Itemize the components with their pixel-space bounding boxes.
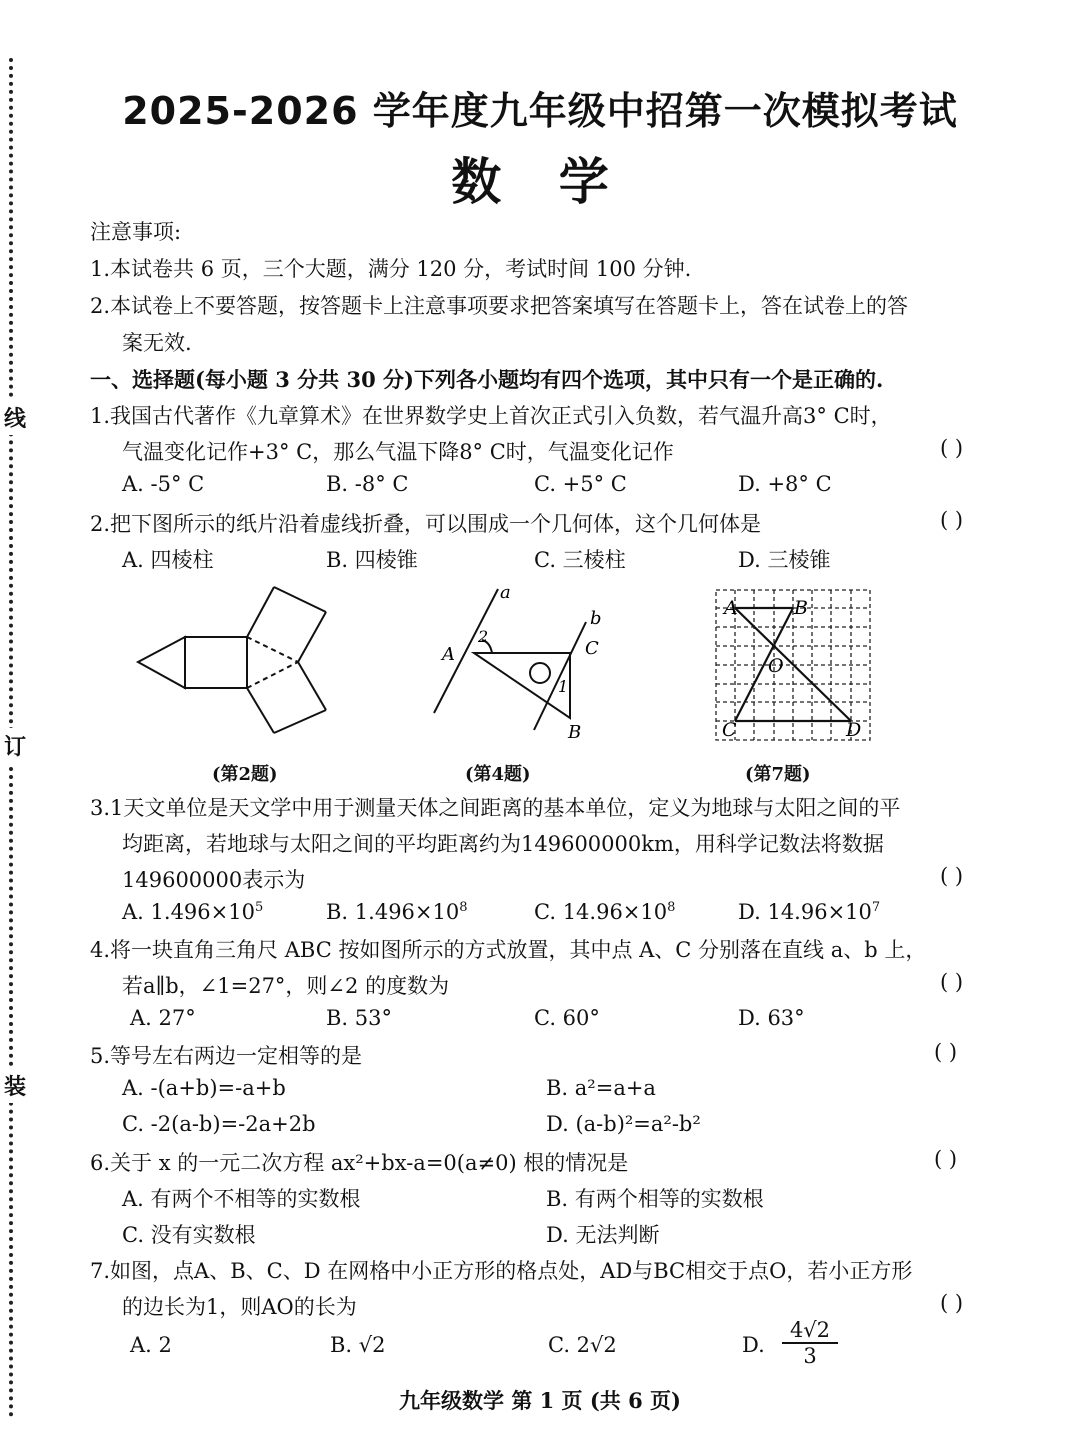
q1-option-d: D. +8° C bbox=[738, 472, 832, 496]
section-1-heading: 一、选择题(每小题 3 分共 30 分)下列各小题均有四个选项，其中只有一个是正确的. bbox=[90, 367, 884, 392]
fig4-angle-2: 2 bbox=[478, 627, 489, 646]
notice-heading: 注意事项: bbox=[90, 220, 182, 244]
side-label-order: 订 bbox=[4, 728, 26, 763]
q3-line2: 均距离，若地球与太阳之间的平均距离约为149600000km，用科学记数法将数据 bbox=[122, 832, 884, 856]
q5-option-d: D. (a-b)²=a²-b² bbox=[546, 1112, 701, 1136]
q6-line1: 6.关于 x 的一元二次方程 ax²+bx-a=0(a≠0) 根的情况是 bbox=[90, 1151, 629, 1175]
q7-option-a: A. 2 bbox=[130, 1333, 172, 1357]
notice-item-2: 2.本试卷上不要答题，按答题卡上注意事项要求把答案填写在答题卡上，答在试卷上的答 bbox=[90, 294, 909, 318]
fig4-label-a: a bbox=[500, 582, 511, 603]
q3-answer-paren: ( ) bbox=[940, 864, 964, 888]
figure-q7-grid bbox=[712, 586, 876, 746]
q6-option-b: B. 有两个相等的实数根 bbox=[546, 1187, 764, 1211]
q5-option-a: A. -(a+b)=-a+b bbox=[122, 1076, 286, 1100]
q2-option-a: A. 四棱柱 bbox=[122, 548, 214, 572]
figure-q7-caption: (第7题) bbox=[745, 764, 811, 785]
q4-option-c: C. 60° bbox=[534, 1006, 600, 1030]
q1-option-b: B. -8° C bbox=[326, 472, 409, 496]
figure-q2-net bbox=[130, 580, 340, 740]
q7-option-d-denominator: 3 bbox=[803, 1344, 817, 1368]
q7-answer-paren: ( ) bbox=[940, 1291, 964, 1315]
q1-option-c: C. +5° C bbox=[534, 472, 627, 496]
q7-option-d-fraction bbox=[782, 1318, 838, 1368]
q3-line3: 149600000表示为 bbox=[122, 868, 306, 892]
q7-option-d-label: D. bbox=[742, 1333, 765, 1357]
fig4-label-A: A bbox=[442, 644, 455, 665]
q7-option-d-numerator: 4√2 bbox=[782, 1318, 838, 1344]
q2-line1: 2.把下图所示的纸片沿着虚线折叠，可以围成一个几何体，这个几何体是 bbox=[90, 512, 762, 536]
q3-line1: 3.1天文单位是天文学中用于测量天体之间距离的基本单位，定义为地球与太阳之间的平 bbox=[90, 796, 901, 820]
exam-title: 2025-2026 学年度九年级中招第一次模拟考试 bbox=[122, 89, 958, 133]
q4-option-b: B. 53° bbox=[326, 1006, 393, 1030]
figure-q2-caption: (第2题) bbox=[212, 764, 278, 785]
figure-q4-lines bbox=[420, 580, 620, 750]
notice-item-1: 1.本试卷共 6 页，三个大题，满分 120 分，考试时间 100 分钟. bbox=[90, 257, 692, 281]
figure-q4-caption: (第4题) bbox=[465, 764, 531, 785]
fig4-label-b: b bbox=[590, 608, 602, 629]
q5-line1: 5.等号左右两边一定相等的是 bbox=[90, 1044, 363, 1068]
fig4-angle-1: 1 bbox=[558, 677, 569, 696]
q1-line2: 气温变化记作+3° C，那么气温下降8° C时，气温变化记作 bbox=[122, 440, 674, 464]
q1-line1: 1.我国古代著作《九章算术》在世界数学史上首次正式引入负数，若气温升高3° C时， bbox=[90, 404, 892, 428]
q7-line1: 7.如图，点A、B、C、D 在网格中小正方形的格点处，AD与BC相交于点O，若小正方形 bbox=[90, 1259, 913, 1283]
fig7-label-B: B bbox=[794, 597, 808, 619]
q7-line2: 的边长为1，则AO的长为 bbox=[122, 1295, 357, 1319]
fig7-label-C: C bbox=[722, 719, 737, 741]
q4-answer-paren: ( ) bbox=[940, 970, 964, 994]
q6-option-d: D. 无法判断 bbox=[546, 1223, 660, 1247]
q2-answer-paren: ( ) bbox=[940, 508, 964, 532]
q7-option-b: B. √2 bbox=[330, 1333, 386, 1357]
fig7-label-O: O bbox=[768, 655, 784, 677]
q2-option-d: D. 三棱锥 bbox=[738, 548, 831, 572]
q6-option-c: C. 没有实数根 bbox=[122, 1223, 256, 1247]
side-label-bind: 装 bbox=[4, 1068, 26, 1103]
line-b bbox=[534, 622, 586, 730]
side-label-line: 线 bbox=[4, 400, 26, 435]
fig7-label-A: A bbox=[724, 597, 738, 619]
q5-option-b: B. a²=a+a bbox=[546, 1076, 656, 1100]
q6-option-a: A. 有两个不相等的实数根 bbox=[122, 1187, 361, 1211]
q6-answer-paren: ( ) bbox=[934, 1147, 958, 1171]
q4-line1: 4.将一块直角三角尺 ABC 按如图所示的方式放置，其中点 A、C 分别落在直线 a、b 上， bbox=[90, 938, 927, 962]
notice-item-2-cont: 案无效. bbox=[122, 331, 192, 355]
subject-title: 数 学 bbox=[451, 153, 629, 211]
q4-option-d: D. 63° bbox=[738, 1006, 805, 1030]
q2-option-c: C. 三棱柱 bbox=[534, 548, 626, 572]
q2-option-b: B. 四棱锥 bbox=[326, 548, 418, 572]
q3-option-c: C. $14.96\times 10^8$ bbox=[534, 900, 676, 924]
page-footer: 九年级数学 第 1 页 (共 6 页) bbox=[399, 1388, 681, 1413]
q5-answer-paren: ( ) bbox=[934, 1040, 958, 1064]
q3-option-d: D. $14.96\times 10^7$ bbox=[738, 900, 881, 924]
fig7-label-D: D bbox=[846, 719, 862, 741]
fig4-label-C: C bbox=[585, 638, 599, 659]
q3-option-b: B. $1.496\times 10^8$ bbox=[326, 900, 468, 924]
q1-answer-paren: ( ) bbox=[940, 436, 964, 460]
q4-line2: 若a∥b，∠1=27°，则∠2 的度数为 bbox=[122, 974, 450, 998]
q5-option-c: C. -2(a-b)=-2a+2b bbox=[122, 1112, 316, 1136]
q4-option-a: A. 27° bbox=[130, 1006, 196, 1030]
q3-option-a: A. $1.496\times 10^5$ bbox=[122, 900, 264, 924]
q7-option-c: C. 2√2 bbox=[548, 1333, 617, 1357]
fig4-label-B: B bbox=[568, 722, 582, 743]
q1-option-a: A. -5° C bbox=[122, 472, 205, 496]
